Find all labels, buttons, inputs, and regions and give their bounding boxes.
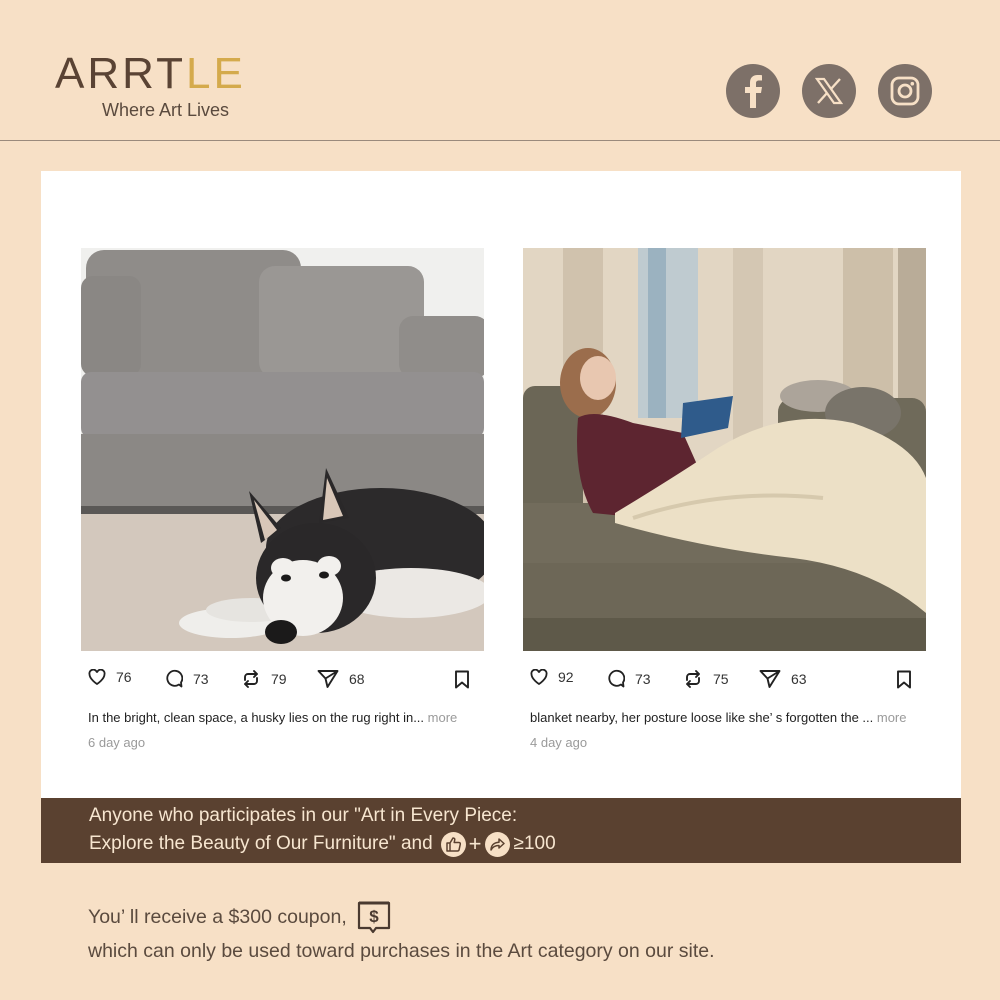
post-timestamp: 6 day ago <box>88 735 146 750</box>
like-count: 92 <box>558 669 574 685</box>
promo-line-2: Explore the Beauty of Our Furniture" and <box>89 833 433 854</box>
bookmark-button[interactable] <box>454 670 470 694</box>
coupon-icon <box>356 900 392 934</box>
post-photo-reading[interactable] <box>523 248 926 651</box>
heart-icon <box>88 669 106 685</box>
instagram-link[interactable] <box>878 64 932 118</box>
promo-line-1: Anyone who participates in our "Art in Every Piece: <box>89 805 518 826</box>
bookmark-icon <box>454 670 470 689</box>
post-caption <box>523 710 926 732</box>
logo-dark-part: ARRT <box>55 49 186 98</box>
more-link[interactable]: more <box>427 710 458 725</box>
send-icon <box>759 669 781 689</box>
repost-icon <box>241 669 261 689</box>
share-button[interactable] <box>759 669 807 689</box>
like-button[interactable] <box>530 669 574 685</box>
post-caption <box>81 710 484 732</box>
post-actions <box>523 651 926 709</box>
facebook-icon <box>738 74 768 108</box>
comment-count: 73 <box>635 670 651 687</box>
more-link[interactable]: more <box>876 710 907 725</box>
comment-icon <box>164 669 183 688</box>
share-arrow-icon <box>485 832 510 857</box>
coupon-info <box>88 900 715 968</box>
comment-button[interactable] <box>164 669 209 688</box>
coupon-line-1-row <box>88 900 715 934</box>
like-button[interactable] <box>88 669 132 685</box>
comment-button[interactable] <box>606 669 651 688</box>
brand-tagline: Where Art Lives <box>102 100 230 120</box>
facebook-link[interactable] <box>726 64 780 118</box>
header <box>0 0 1000 141</box>
post-actions <box>81 651 484 709</box>
share-button[interactable] <box>317 669 365 689</box>
coupon-line-1: You’ ll receive a $300 coupon, <box>88 906 347 928</box>
share-count: 68 <box>349 671 365 687</box>
like-count: 76 <box>116 669 132 685</box>
promo-line-2-row <box>89 830 961 858</box>
share-count: 63 <box>791 671 807 687</box>
post-1 <box>81 248 484 750</box>
bookmark-button[interactable] <box>896 670 912 694</box>
caption-text: blanket nearby, her posture loose like she’ s forgotten the ... <box>530 710 877 725</box>
repost-button[interactable] <box>241 669 287 689</box>
thumbs-up-icon <box>441 832 466 857</box>
repost-icon <box>683 669 703 689</box>
send-icon <box>317 669 339 689</box>
x-twitter-link[interactable] <box>802 64 856 118</box>
posts-card <box>41 171 961 798</box>
x-twitter-icon <box>815 77 843 105</box>
repost-button[interactable] <box>683 669 729 689</box>
post-timestamp: 4 day ago <box>530 735 588 750</box>
post-2 <box>523 248 926 750</box>
threshold-text: ≥100 <box>513 833 556 854</box>
comment-icon <box>606 669 625 688</box>
promo-banner <box>41 798 961 863</box>
coupon-line-2: which can only be used toward purchases in the Art category on our site. <box>88 940 715 962</box>
plus-sign: + <box>468 831 482 856</box>
bookmark-icon <box>896 670 912 689</box>
comment-count: 73 <box>193 670 209 687</box>
repost-count: 75 <box>713 671 729 687</box>
post-photo-husky[interactable] <box>81 248 484 651</box>
brand-logo[interactable] <box>55 49 246 120</box>
instagram-icon <box>890 76 920 106</box>
repost-count: 79 <box>271 671 287 687</box>
heart-icon <box>530 669 548 685</box>
logo-wordmark <box>55 49 246 98</box>
logo-gold-part: LE <box>185 49 246 98</box>
caption-text: In the bright, clean space, a husky lies on the rug right in... <box>88 710 428 725</box>
svg-text:$: $ <box>369 907 379 926</box>
